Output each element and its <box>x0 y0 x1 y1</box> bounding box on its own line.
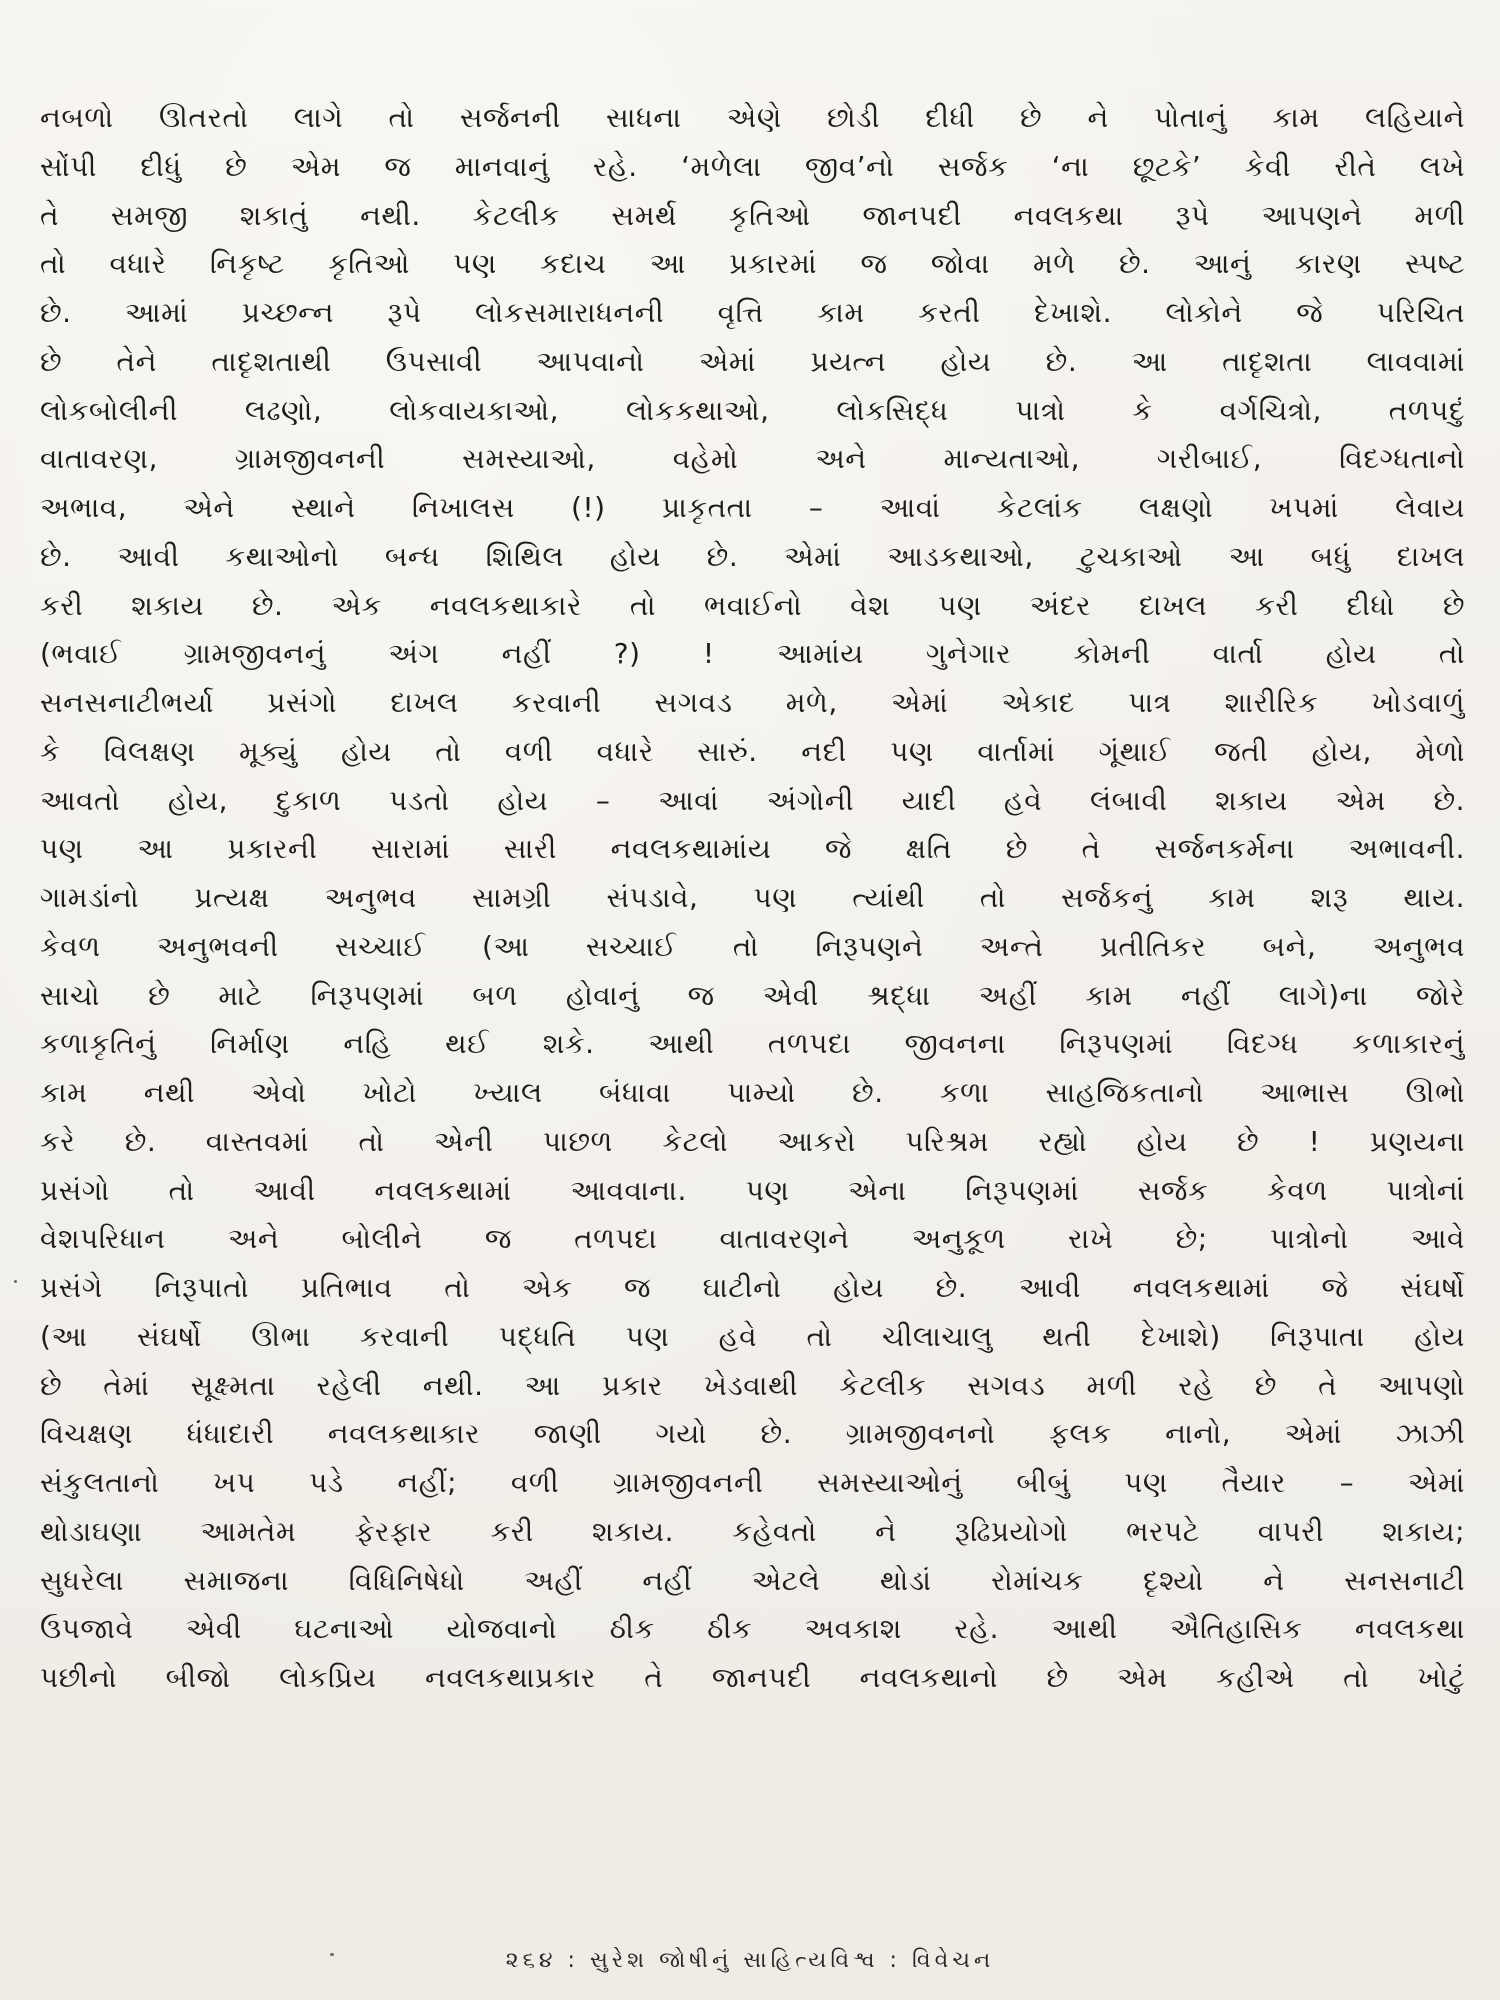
text-line: સંકુલતાનો ખપ પડે નહીં; વળી ગ્રામજીવનની સમસ્યાઓનું બીબું પણ તૈયાર – એમાં <box>40 1466 1465 1499</box>
text-line: ઉપજાવે એવી ઘટનાઓ યોજવાનો ઠીક ઠીક અવકાશ રહે. આથી ઐતિહાસિક નવલકથા <box>40 1612 1465 1646</box>
text-line: છે. આવી કથાઓનો બન્ધ શિથિલ હોય છે. એમાં આડકથાઓ, ટુચકાઓ આ બધું દાખલ <box>40 539 1465 573</box>
text-line: સાચો છે માટે નિરૂપણમાં બળ હોવાનું જ એવી શ્રદ્ધા અહીં કામ નહીં લાગે)ના જોરે <box>40 978 1465 1012</box>
text-line: અભાવ, એને સ્થાને નિખાલસ (!) પ્રાકૃતતા – આવાં કેટલાંક લક્ષણો ખપમાં લેવાય <box>40 491 1465 524</box>
text-line: વેશપરિધાન અને બોલીને જ તળપદા વાતાવરણને અનુકૂળ રાખે છે; પાત્રોનો આવે <box>40 1222 1465 1256</box>
text-line: પછીનો બીજો લોકપ્રિય નવલકથાપ્રકાર તે જાનપદી નવલકથાનો છે એમ કહીએ તો ખોટું <box>40 1661 1465 1694</box>
page-footer: ૨૬૪ : સુરેશ જોષીનું સાહિત્યવિશ્વ : વિવેચન <box>505 1948 995 1973</box>
text-line: કે વિલક્ષણ મૂક્યું હોય તો વળી વધારે સારું. નદી પણ વાર્તામાં ગૂંથાઈ જતી હોય, મેળો <box>40 734 1465 768</box>
text-line: કરે છે. વાસ્તવમાં તો એની પાછળ કેટલો આકરો પરિશ્રમ રહ્યો હોય છે ! પ્રણયના <box>40 1124 1465 1158</box>
text-line: લોકબોલીની લઢણો, લોકવાયકાઓ, લોકકથાઓ, લોકસિદ્ધ પાત્રો કે વર્ગચિત્રો, તળપદું <box>40 393 1465 427</box>
text-line: (આ સંઘર્ષો ઊભા કરવાની પદ્ધતિ પણ હવે તો ચીલાચાલુ થતી દેખાશે) નિરૂપાતા હોય <box>40 1319 1465 1353</box>
text-line: વિચક્ષણ ધંધાદારી નવલકથાકાર જાણી ગયો છે. ગ્રામજીવનનો ફલક નાનો, એમાં ઝાઝી <box>40 1417 1465 1451</box>
text-line: સુધરેલા સમાજના વિધિનિષેધો અહીં નહીં એટલે થોડાં રોમાંચક દૃશ્યો ને સનસનાટી <box>40 1563 1465 1597</box>
text-line: પ્રસંગો તો આવી નવલકથામાં આવવાના. પણ એના નિરૂપણમાં સર્જક કેવળ પાત્રોનાં <box>40 1173 1465 1207</box>
text-line: પ્રસંગે નિરૂપાતો પ્રતિભાવ તો એક જ ઘાટીનો હોય છે. આવી નવલકથામાં જે સંઘર્ષો <box>40 1271 1465 1304</box>
text-line: સોંપી દીધું છે એમ જ માનવાનું રહે. ‘મળેલા જીવ’નો સર્જક ‘ના છૂટકે’ કેવી રીતે લખે <box>40 149 1465 183</box>
body-text <box>40 94 1465 1703</box>
text-line: (ભવાઈ ગ્રામજીવનનું અંગ નહીં ?) ! આમાંય ગુનેગાર કોમની વાર્તા હોય તો <box>40 637 1465 671</box>
text-line: ગામડાંનો પ્રત્યક્ષ અનુભવ સામગ્રી સંપડાવે, પણ ત્યાંથી તો સર્જકનું કામ શરૂ થાય. <box>40 881 1465 914</box>
text-line: પણ આ પ્રકારની સારામાં સારી નવલકથામાંય જે ક્ષતિ છે તે સર્જનકર્મના અભાવની. <box>40 832 1465 866</box>
text-line: નબળો ઊતરતો લાગે તો સર્જનની સાધના એણે છોડી દીધી છે ને પોતાનું કામ લહિયાને <box>40 101 1465 134</box>
text-line: કેવળ અનુભવની સચ્ચાઈ (આ સચ્ચાઈ તો નિરૂપણને અન્તે પ્રતીતિકર બને, અનુભવ <box>40 929 1465 963</box>
text-line: સનસનાટીભર્યા પ્રસંગો દાખલ કરવાની સગવડ મળે, એમાં એકાદ પાત્ર શારીરિક ખોડવાળું <box>40 686 1465 719</box>
text-line: કળાકૃતિનું નિર્માણ નહિ થઈ શકે. આથી તળપદા જીવનના નિરૂપણમાં વિદગ્ધ કળાકારનું <box>40 1027 1465 1061</box>
text-line: થોડાઘણા આમતેમ ફેરફાર કરી શકાય. કહેવતો ને રૂઢિપ્રયોગો ભરપટે વાપરી શકાય; <box>40 1514 1465 1548</box>
text-line: છે તેને તાદૃશતાથી ઉપસાવી આપવાનો એમાં પ્રયત્ન હોય છે. આ તાદૃશતા લાવવામાં <box>40 344 1465 378</box>
text-line: કરી શકાય છે. એક નવલકથાકારે તો ભવાઈનો વેશ પણ અંદર દાખલ કરી દીધો છે <box>40 588 1465 622</box>
text-line: છે તેમાં સૂક્ષ્મતા રહેલી નથી. આ પ્રકાર ખેડવાથી કેટલીક સગવડ મળી રહે છે તે આપણો <box>40 1368 1465 1402</box>
paper-speck <box>14 1280 17 1283</box>
text-line: કામ નથી એવો ખોટો ખ્યાલ બંધાવા પામ્યો છે. કળા સાહજિકતાનો આભાસ ઊભો <box>40 1076 1465 1109</box>
paper-speck <box>330 1953 334 1956</box>
text-line: આવતો હોય, દુકાળ પડતો હોય – આવાં અંગોની યાદી હવે લંબાવી શકાય એમ છે. <box>40 783 1465 817</box>
text-line: તો વધારે નિકૃષ્ટ કૃતિઓ પણ કદાચ આ પ્રકારમાં જ જોવા મળે છે. આનું કારણ સ્પષ્ટ <box>40 247 1465 281</box>
text-line: તે સમજી શકાતું નથી. કેટલીક સમર્થ કૃતિઓ જાનપદી નવલકથા રૂપે આપણને મળી <box>40 198 1465 232</box>
text-line: વાતાવરણ, ગ્રામજીવનની સમસ્યાઓ, વહેમો અને માન્યતાઓ, ગરીબાઈ, વિદગ્ધતાનો <box>40 442 1465 476</box>
text-line: છે. આમાં પ્રચ્છન્ન રૂપે લોકસમારાધનની વૃત્તિ કામ કરતી દેખાશે. લોકોને જે પરિચિત <box>40 296 1465 329</box>
